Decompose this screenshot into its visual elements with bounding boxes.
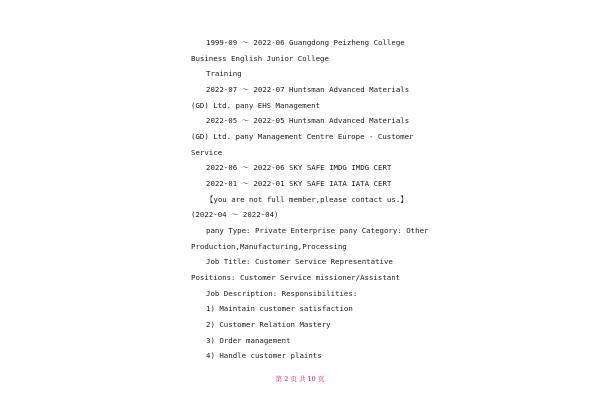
responsibility-item: 2) Customer Relation Mastery: [206, 320, 331, 329]
certificate-entry-2: 2022-01 ～ 2022-01 SKY SAFE IATA IATA CERT: [206, 179, 392, 188]
company-type: pany Type: Private Enterprise pany Category: Other: [206, 226, 429, 235]
responsibility-item: 4) Handle customer plaints: [206, 351, 322, 360]
education-line: 1999-09 ～ 2022-06 Guangdong Peizheng College: [206, 38, 405, 47]
job-description: Job Description: Responsibilities:: [206, 289, 358, 298]
job-title: Job Title: Customer Service Representative: [206, 257, 393, 266]
training-entry-2: 2022-05 ～ 2022-05 Huntsman Advanced Materials: [206, 116, 410, 125]
training-entry-2-continued: (GD) Ltd. pany Management Centre Europe - Customer: [191, 132, 414, 141]
experience-period: (2022-04 ～ 2022-04): [191, 210, 279, 219]
positions: Positions: Customer Service missioner/Assistant: [191, 273, 401, 282]
certificate-entry-1: 2022-06 ～ 2022-06 SKY SAFE IMDG IMDG CERT: [206, 163, 392, 172]
training-heading: Training: [206, 69, 242, 78]
responsibility-item: 1) Maintain customer satisfaction: [206, 304, 353, 313]
training-entry-1-continued: (GD) Ltd. pany EHS Management: [191, 101, 321, 110]
membership-notice: 【you are not full member,please contact us.】: [206, 195, 408, 204]
education-line-continued: Business English Junior College: [191, 54, 329, 63]
responsibility-item: 3) Order management: [206, 336, 291, 345]
training-entry-1: 2022-07 ～ 2022-07 Huntsman Advanced Materials: [206, 85, 410, 94]
company-type-continued: Production,Manufacturing,Processing: [191, 242, 347, 251]
training-entry-2-end: Service: [191, 148, 223, 157]
page-number-footer: 第 2 页 共 10 页: [275, 375, 325, 383]
